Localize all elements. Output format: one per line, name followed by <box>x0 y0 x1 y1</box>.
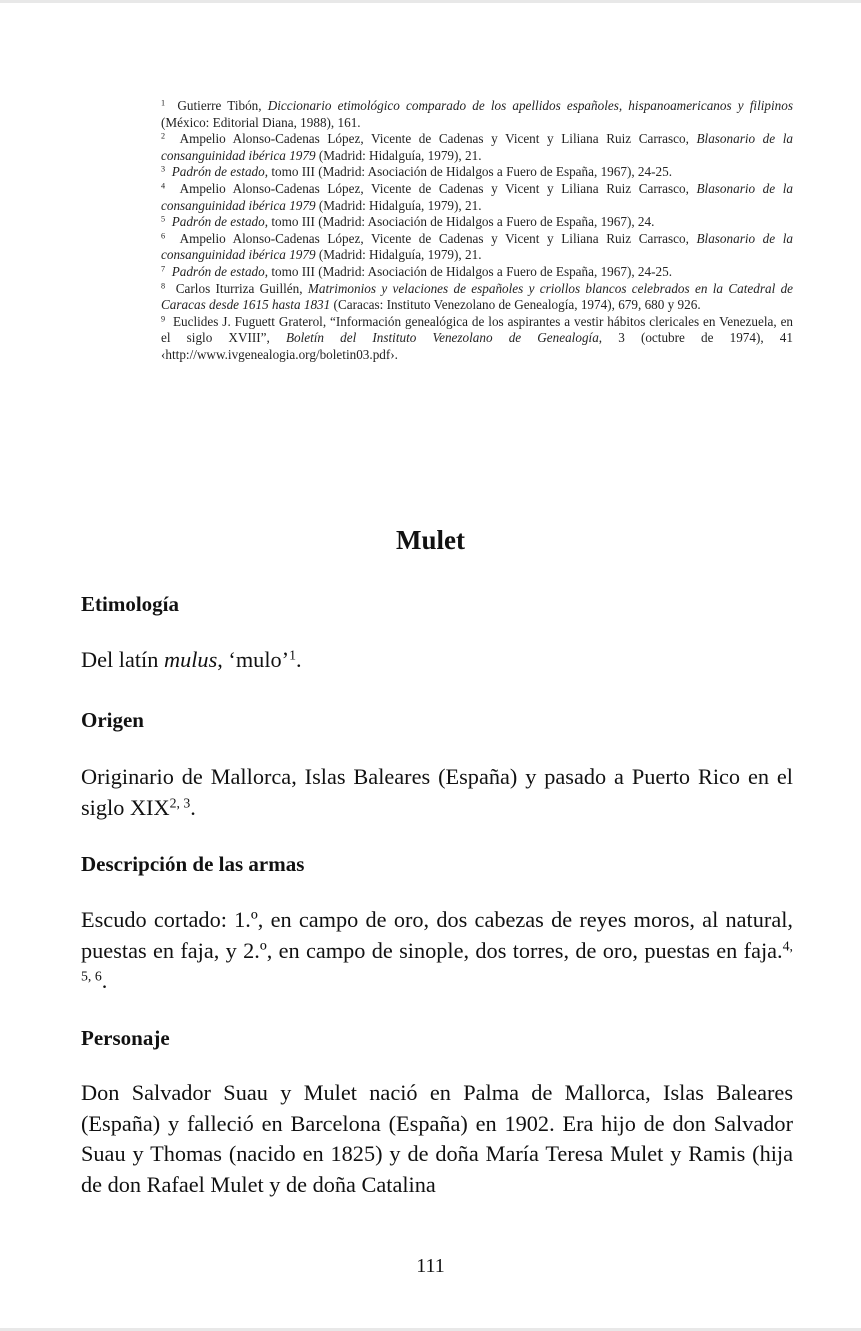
paragraph-text: . <box>190 794 196 820</box>
heading-personaje: Personaje <box>81 1026 170 1050</box>
footnote-number: 8 <box>161 281 166 291</box>
top-edge <box>0 0 861 3</box>
footnote-text: (Madrid: Hidalguía, 1979), 21. <box>315 147 482 163</box>
footnote-title: Diccionario etimológico comparado de los apellidos españoles, hispanoamericanos y filipinos <box>267 98 793 113</box>
heading-etimologia: Etimología <box>81 592 179 616</box>
footnote-7 <box>81 264 793 281</box>
paragraph-text: Originario de Mallorca, Islas Baleares (España) y pasado a Puerto Rico en el siglo XIX <box>81 764 793 820</box>
footnote-ref: 1 <box>289 647 297 663</box>
heading-origen: Origen <box>81 708 144 732</box>
footnote-text: Euclides J. Fuguett Graterol, “Información genealógica de los aspirantes a vestir hábitos clericales en Venezuela, en el siglo XVIII”, <box>161 313 794 346</box>
footnote-3 <box>81 164 793 181</box>
footnote-text: , tomo III (Madrid: Asociación de Hidalgos a Fuero de España, 1967), 24-25. <box>264 164 672 180</box>
footnote-title: Boletín del Instituto Venezolano de Genealogía <box>285 330 599 346</box>
footnote-text: , tomo III (Madrid: Asociación de Hidalgos a Fuero de España, 1967), 24. <box>264 214 655 230</box>
footnote-text: Ampelio Alonso-Cadenas López, Vicente de Cadenas y Vicent y Liliana Ruiz Carrasco, <box>179 230 697 246</box>
footnote-title: Blasonario de la consanguinidad ibérica 1979 <box>161 131 793 163</box>
footnote-number: 7 <box>161 264 166 274</box>
footnote-number: 4 <box>161 181 166 191</box>
paragraph-text: . <box>101 968 108 993</box>
footnote-text: , tomo III (Madrid: Asociación de Hidalgos a Fuero de España, 1967), 24-25. <box>264 263 672 279</box>
footnote-title: Matrimonios y velaciones de españoles y criollos blancos celebrados en la Catedral de Caracas desde 1615 hasta 1831 <box>161 280 794 313</box>
footnote-title: Blasonario de la consanguinidad ibérica 1979 <box>161 180 793 213</box>
paragraph-etimologia <box>81 645 793 676</box>
footnote-text: Gutierre Tibón, <box>177 98 268 113</box>
page-title: Mulet <box>396 525 465 555</box>
heading-armas: Descripción de las armas <box>81 852 305 876</box>
footnote-text: Carlos Iturriza Guillén, <box>175 280 308 296</box>
footnote-number: 9 <box>161 314 166 324</box>
paragraph-text: , ‘mulo’ <box>217 647 290 672</box>
footnote-title: Padrón de estado <box>171 263 265 279</box>
footnote-4 <box>81 181 793 214</box>
footnote-6 <box>81 231 793 264</box>
footnote-title: Padrón de estado <box>171 214 265 230</box>
footnote-number: 2 <box>161 131 166 141</box>
footnote-text: Ampelio Alonso-Cadenas López, Vicente de Cadenas y Vicent y Liliana Ruiz Carrasco, <box>179 180 697 196</box>
footnote-number: 3 <box>161 164 166 174</box>
footnote-8 <box>81 281 793 314</box>
paragraph-text: Escudo cortado: 1.º, en campo de oro, dos cabezas de reyes moros, al natural, puestas en faja, y 2.º, en campo de sinople, dos torres, de oro, puestas en faja. <box>81 907 793 963</box>
latin-term: mulus <box>163 647 218 672</box>
paragraph-origen <box>81 762 793 823</box>
footnote-ref: 4, 5, 6 <box>81 937 793 984</box>
footnote-text: Ampelio Alonso-Cadenas López, Vicente de Cadenas y Vicent y Liliana Ruiz Carrasco, <box>179 131 697 147</box>
footnote-text: (Caracas: Instituto Venezolano de Genealogía, 1974), 679, 680 y 926. <box>330 297 701 313</box>
footnote-number: 5 <box>161 214 166 224</box>
paragraph-text: . <box>296 647 302 672</box>
footnotes-block <box>81 98 793 364</box>
footnote-2 <box>81 131 793 164</box>
paragraph-personaje: Don Salvador Suau y Mulet nació en Palma de Mallorca, Islas Baleares (España) y falleció en Barcelona (España) en 1902. Era hijo de don Salvador Suau y Thomas (nacido en 1825) y de doña María Teresa Mulet y Ramis (hija de don Rafael Mulet y de doña Catalina <box>81 1080 793 1197</box>
footnote-number: 1 <box>161 98 166 108</box>
paragraph-armas <box>81 905 793 997</box>
page-number: 111 <box>416 1255 445 1277</box>
footnote-5 <box>81 214 793 231</box>
footnote-9 <box>81 314 793 364</box>
footnote-1 <box>81 98 793 131</box>
footnote-number: 6 <box>161 231 166 241</box>
footnote-text: (Madrid: Hidalguía, 1979), 21. <box>315 247 482 263</box>
footnote-text: (México: Editorial Diana, 1988), 161. <box>161 114 361 130</box>
footnote-title: Blasonario de la consanguinidad ibérica 1979 <box>161 230 793 263</box>
paragraph-text: Del latín <box>81 647 164 672</box>
footnote-text: , 3 (octubre de 1974), 41 ‹http://www.ivgenealogia.org/boletin03.pdf›. <box>161 330 793 362</box>
footnote-text: (Madrid: Hidalguía, 1979), 21. <box>315 197 482 213</box>
footnote-title: Padrón de estado <box>171 164 265 180</box>
footnote-ref: 2, 3 <box>169 794 191 810</box>
